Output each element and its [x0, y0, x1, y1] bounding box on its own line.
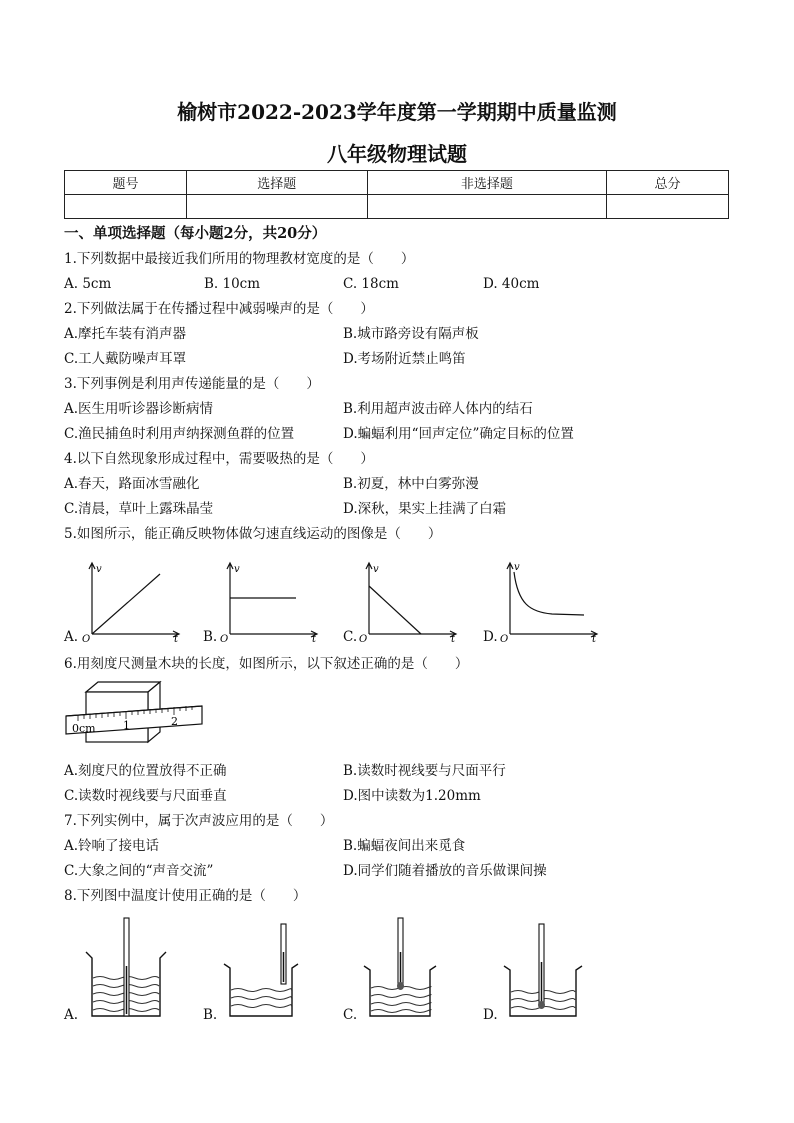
graph-v-label: v	[96, 564, 102, 575]
question-8-option-d[interactable]: D.	[483, 1007, 498, 1023]
question-6-option-c[interactable]: C.读数时视线要与尺面垂直	[64, 788, 227, 804]
graph-c-decreasing-line	[355, 558, 461, 642]
score-header-cell: 选择题	[186, 171, 367, 195]
question-5-option-a[interactable]: A.	[64, 629, 79, 645]
graph-a-constant-slope	[78, 558, 184, 642]
thermometer-beaker-a	[80, 916, 170, 1020]
question-7-stem: 7.下列实例中，属于次声波应用的是（ ）	[64, 813, 334, 829]
graph-t-label: t	[174, 634, 179, 642]
question-3-option-b[interactable]: B.利用超声波击碎人体内的结石	[343, 401, 533, 417]
graph-t-label: t	[592, 634, 597, 642]
graph-origin-label: O	[220, 634, 229, 642]
score-blank-cell[interactable]	[367, 195, 606, 219]
score-header-cell: 总分	[607, 171, 729, 195]
question-2-option-a[interactable]: A.摩托车装有消声器	[64, 326, 187, 342]
ruler-label-one: 1	[123, 719, 130, 732]
question-3-option-c[interactable]: C.渔民捕鱼时利用声纳探测鱼群的位置	[64, 426, 295, 442]
question-2-option-d[interactable]: D.考场附近禁止鸣笛	[343, 351, 466, 367]
ruler-label-zero: 0cm	[72, 722, 96, 735]
exam-subtitle: 八年级物理试题	[327, 142, 467, 166]
ruler-block-figure	[64, 678, 204, 752]
graph-origin-label: O	[82, 634, 91, 642]
question-3-option-d[interactable]: D.蝙蝠利用“回声定位”确定目标的位置	[343, 426, 574, 442]
question-7-option-d[interactable]: D.同学们随着播放的音乐做课间操	[343, 863, 547, 879]
question-3-option-a[interactable]: A.医生用听诊器诊断病情	[64, 401, 214, 417]
question-2-option-c[interactable]: C.工人戴防噪声耳罩	[64, 351, 187, 367]
question-4-option-b[interactable]: B.初夏，林中白雾弥漫	[343, 476, 479, 492]
score-table-blank-row	[65, 195, 729, 219]
question-7-option-b[interactable]: B.蝙蝠夜间出来觅食	[343, 838, 466, 854]
question-4-stem: 4.以下自然现象形成过程中，需要吸热的是（ ）	[64, 451, 374, 467]
question-7-option-a[interactable]: A.铃响了接电话	[64, 838, 160, 854]
question-6-option-d[interactable]: D.图中读数为1.20mm	[343, 788, 481, 804]
score-table-header-row	[65, 171, 729, 195]
question-2-option-b[interactable]: B.城市路旁设有隔声板	[343, 326, 479, 342]
score-blank-cell[interactable]	[186, 195, 367, 219]
question-5-option-c[interactable]: C.	[343, 629, 358, 645]
thermometer-beaker-b	[220, 922, 302, 1020]
question-4-option-a[interactable]: A.春天，路面冰雪融化	[64, 476, 200, 492]
score-header-cell: 题号	[65, 171, 187, 195]
thermometer-beaker-c	[360, 916, 440, 1020]
question-1-stem: 1.下列数据中最接近我们所用的物理教材宽度的是（ ）	[64, 251, 415, 267]
exam-title: 榆树市2022-2023学年度第一学期期中质量监测	[177, 100, 617, 124]
ruler-label-two: 2	[171, 715, 178, 728]
question-7-option-c[interactable]: C.大象之间的“声音交流”	[64, 863, 214, 879]
question-1-option-c[interactable]: C. 18cm	[343, 276, 399, 292]
score-header-cell: 非选择题	[367, 171, 606, 195]
graph-v-label: v	[514, 562, 520, 573]
graph-t-label: t	[451, 634, 456, 642]
score-blank-cell[interactable]	[65, 195, 187, 219]
question-1-option-d[interactable]: D. 40cm	[483, 276, 540, 292]
question-5-option-b[interactable]: B.	[203, 629, 218, 645]
graph-origin-label: O	[500, 634, 509, 642]
question-8-option-b[interactable]: B.	[203, 1007, 218, 1023]
question-6-option-b[interactable]: B.读数时视线要与尺面平行	[343, 763, 506, 779]
graph-t-label: t	[312, 634, 317, 642]
question-5-stem: 5.如图所示，能正确反映物体做匀速直线运动的图像是（ ）	[64, 526, 442, 542]
question-4-option-c[interactable]: C.清晨，草叶上露珠晶莹	[64, 501, 214, 517]
question-3-stem: 3.下列事例是利用声传递能量的是（ ）	[64, 376, 320, 392]
question-1-option-a[interactable]: A. 5cm	[64, 276, 112, 292]
graph-v-label: v	[234, 564, 240, 575]
question-8-option-a[interactable]: A.	[64, 1007, 79, 1023]
graph-b-constant-velocity	[216, 558, 322, 642]
score-table	[64, 170, 729, 219]
graph-origin-label: O	[359, 634, 368, 642]
question-8-stem: 8.下列图中温度计使用正确的是（ ）	[64, 888, 307, 904]
question-5-option-d[interactable]: D.	[483, 629, 498, 645]
question-1-option-b[interactable]: B. 10cm	[204, 276, 261, 292]
section-heading: 一、单项选择题（每小题2分，共20分）	[64, 225, 327, 242]
thermometer-beaker-d	[500, 922, 586, 1020]
graph-v-label: v	[373, 564, 379, 575]
question-4-option-d[interactable]: D.深秋，果实上挂满了白霜	[343, 501, 507, 517]
question-6-stem: 6.用刻度尺测量木块的长度，如图所示，以下叙述正确的是（ ）	[64, 656, 469, 672]
question-6-option-a[interactable]: A.刻度尺的位置放得不正确	[64, 763, 227, 779]
question-2-stem: 2.下列做法属于在传播过程中减弱噪声的是（ ）	[64, 301, 374, 317]
graph-d-decaying-curve	[496, 558, 602, 642]
question-8-option-c[interactable]: C.	[343, 1007, 358, 1023]
score-blank-cell[interactable]	[607, 195, 729, 219]
